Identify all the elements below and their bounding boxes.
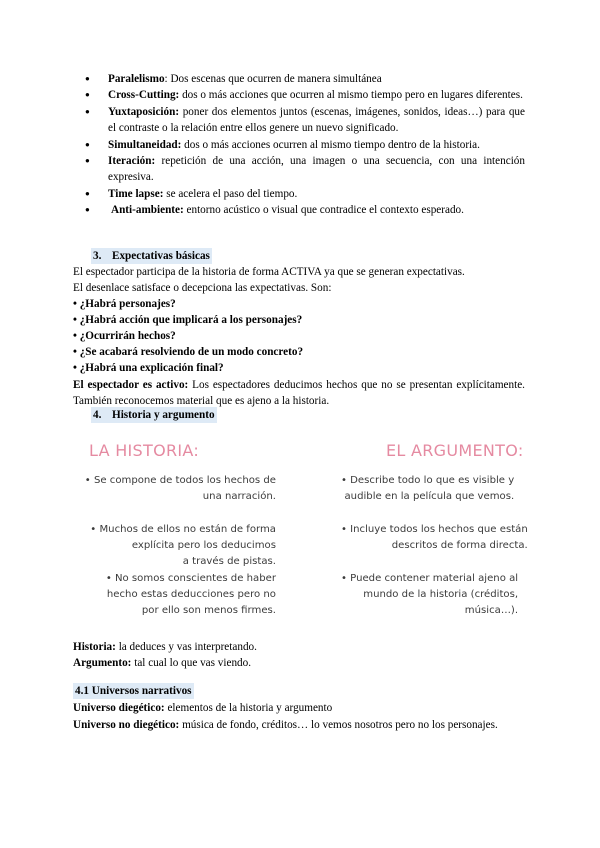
figure-item: • Describe todo lo que es visible y audible en la película que vemos. [341,475,515,503]
question-item: • ¿Ocurrirán hechos? [73,330,176,342]
list-item: ● Iteración: repetición de una acción, una imagen o una secuencia, con una intención expresiva. [73,153,525,186]
paragraph-espectador: El espectador es activo: Los espectadores deducimos hechos que no se presentan explícitamente. También reconocemos material que es ajeno a la historia. [73,379,525,408]
paragraph-argumento: Argumento: tal cual lo que vas viendo. [73,657,252,669]
figure-title-historia: LA HISTORIA: [89,441,200,460]
question-item: • ¿Habrá personajes? [73,298,176,310]
paragraph-historia: Historia: la deduces y vas interpretando. [73,641,257,653]
figure-item: • Puede contener material ajeno al mundo de la historia (créditos, música…). [341,573,519,617]
question-item: • ¿Habrá una explicación final? [73,362,224,374]
list-item: ● Time lapse: se acelera el paso del tiempo. [73,186,525,202]
section-heading-universos: 4.1 Universos narrativos [73,683,194,699]
figure-title-argumento: EL ARGUMENTO: [386,441,524,460]
paragraph: El espectador participa de la historia de forma ACTIVA ya que se generan expectativas. [73,266,465,278]
list-item: ● Cross-Cutting: dos o más acciones que ocurren al mismo tiempo pero en lugares diferentes. [73,87,525,103]
list-item: ● Paralelismo: Dos escenas que ocurren de manera simultánea [73,71,525,87]
technique-list [73,71,525,219]
paragraph-diegetico: Universo diegético: elementos de la historia y argumento [73,702,333,714]
list-item: ● Yuxtaposición: poner dos elementos juntos (escenas, imágenes, sonidos, ideas…) para que el contraste o la relación entre ellos genere un nuevo significado. [73,104,525,137]
paragraph-no-diegetico: Universo no diegético: música de fondo, créditos… lo vemos nosotros pero no los personajes. [73,719,498,731]
paragraph: El desenlace satisface o decepciona las expectativas. Son: [73,282,332,294]
figure-item: • Se compone de todos los hechos de una narración. [84,475,276,503]
figure-item: • No somos conscientes de haber hecho estas deducciones pero no por ello son menos firmes. [105,573,276,617]
figure-item: • Muchos de ellos no están de forma explícita pero los deducimos a través de pistas. [90,524,276,568]
figure-item: • Incluye todos los hechos que están descritos de forma directa. [341,524,528,552]
list-item: ● Simultaneidad: dos o más acciones ocurren al mismo tiempo dentro de la historia. [73,137,525,153]
section-heading-historia: 4. Historia y argumento [91,407,217,423]
list-item: ● Anti-ambiente: entorno acústico o visual que contradice el contexto esperado. [73,202,525,218]
question-item: • ¿Se acabará resolviendo de un modo concreto? [73,346,304,358]
historia-argumento-figure [73,437,533,630]
section-heading-expectativas: 3. Expectativas básicas [91,248,212,264]
question-item: • ¿Habrá acción que implicará a los personajes? [73,314,303,326]
